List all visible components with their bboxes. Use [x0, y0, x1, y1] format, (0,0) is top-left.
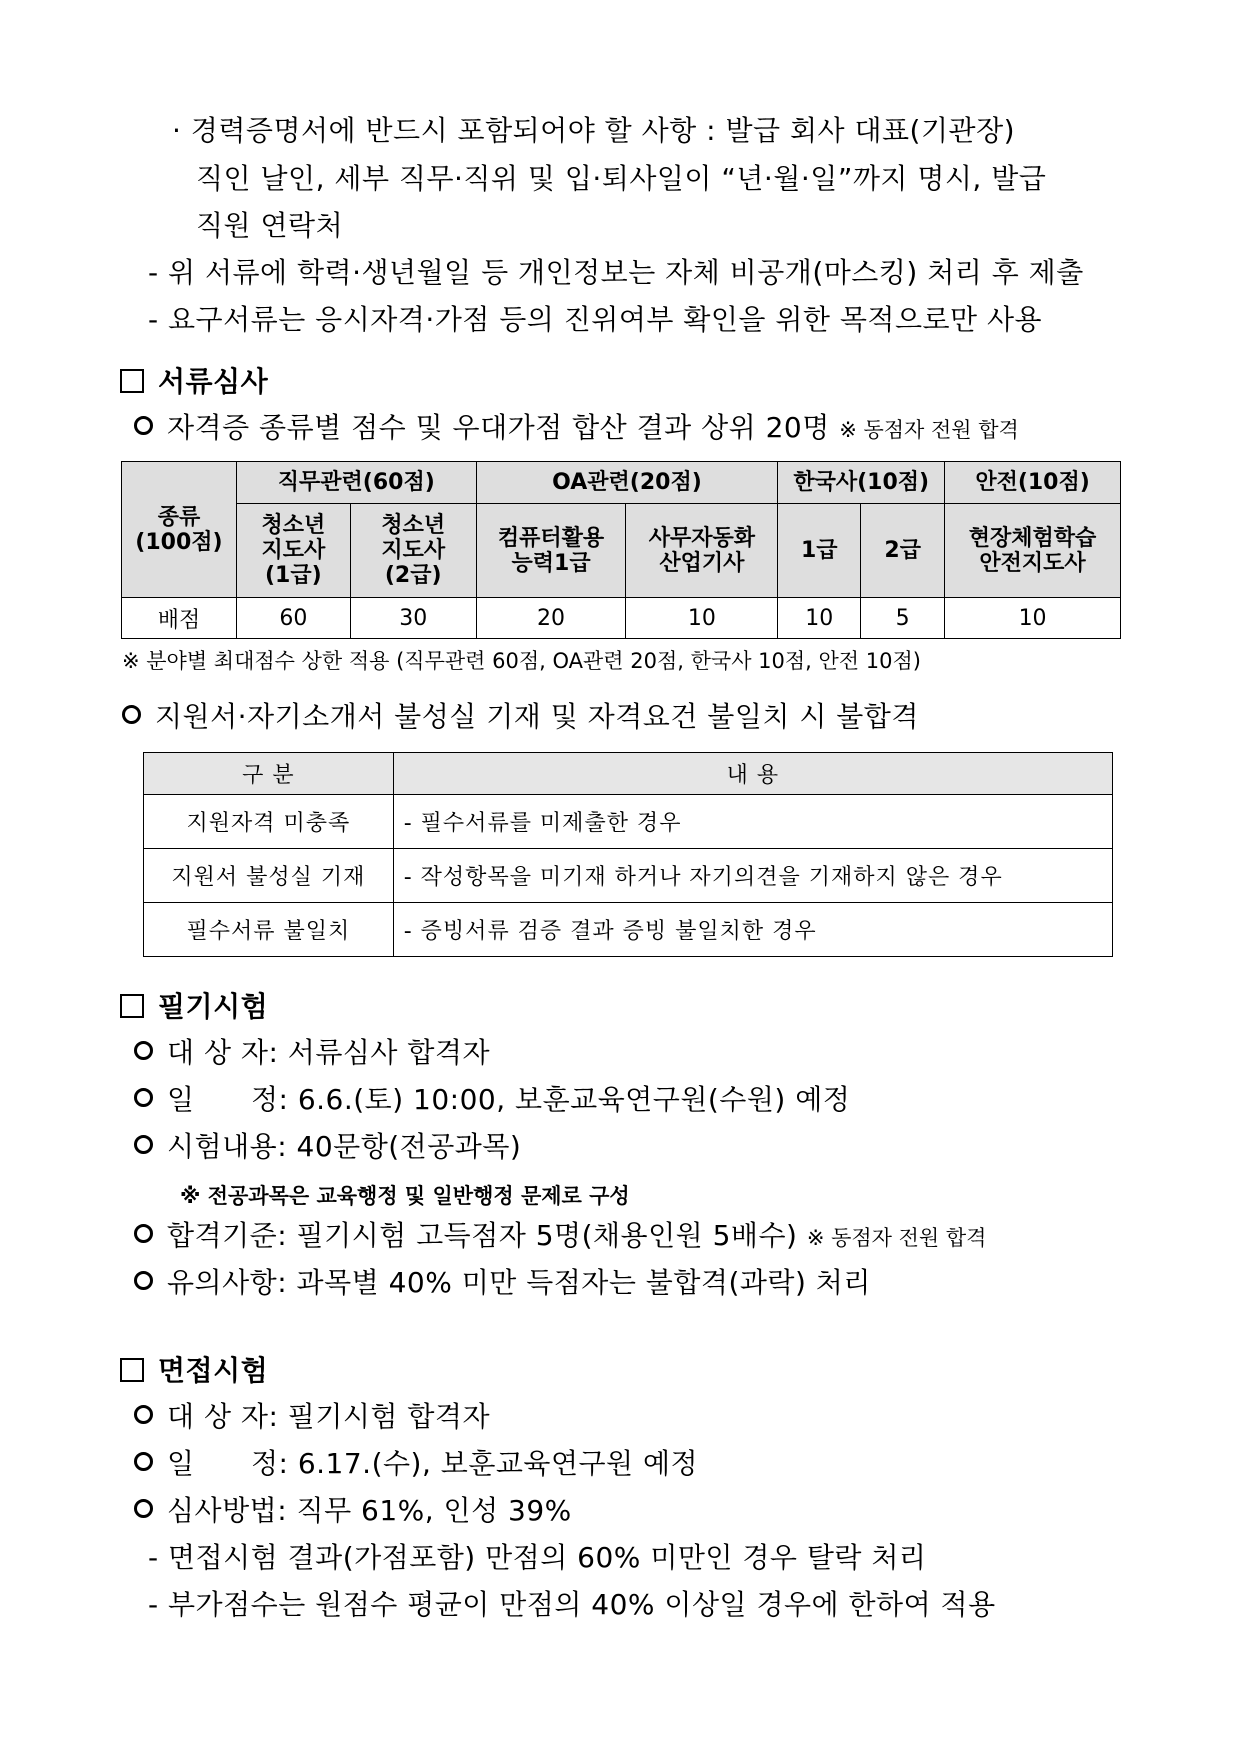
written-target: [134, 1033, 490, 1073]
sub-safety: 현장체험학습 안전지도사: [945, 504, 1121, 598]
fail-header-category: 구 분: [144, 753, 394, 795]
item-text: 일 정: 6.6.(토) 10:00, 보훈교육연구원(수원) 예정: [167, 1083, 851, 1116]
circle-bullet-icon: [134, 1499, 153, 1518]
group-oa: OA관련(20점): [476, 462, 778, 504]
interview-schedule: [134, 1444, 698, 1484]
section-written-exam: [120, 987, 268, 1027]
interview-dash1: - 면접시험 결과(가점포함) 만점의 60% 미만인 경우 탈락 처리: [148, 1541, 927, 1574]
score-cell: 30: [350, 598, 476, 639]
item-text: 대 상 자: 필기시험 합격자: [167, 1400, 491, 1433]
dash-purpose: - 요구서류는 응시자격·가점 등의 진위여부 확인을 위한 목적으로만 사용: [148, 303, 1043, 336]
circle-bullet-icon: [134, 1405, 153, 1424]
written-criteria: [134, 1216, 986, 1258]
fail-header-content: 내 용: [393, 753, 1112, 795]
sub-office-auto: 사무자동화 산업기사: [626, 504, 778, 598]
score-cell: 10: [778, 598, 861, 639]
section-doc-review: [120, 362, 268, 402]
fail-row-category: 지원서 불성실 기재: [144, 849, 394, 903]
written-schedule: [134, 1080, 850, 1120]
circle-bullet-icon: [134, 1041, 153, 1060]
sub-youth-1: 청소년 지도사 (1급): [236, 504, 350, 598]
section-title: 필기시험: [158, 990, 269, 1023]
item-text: 지원서·자기소개서 불성실 기재 및 자격요건 불일치 시 불합격: [155, 700, 919, 733]
circle-bullet-icon: [122, 705, 141, 724]
square-bullet-icon: [120, 1358, 144, 1382]
written-content: [134, 1127, 521, 1167]
item-text: 자격증 종류별 점수 및 우대가점 합산 결과 상위 20명: [167, 411, 830, 444]
written-caution: [134, 1263, 871, 1303]
circle-bullet-icon: [134, 1452, 153, 1471]
circle-bullet-icon: [134, 1135, 153, 1154]
section-title: 서류심사: [158, 365, 269, 398]
circle-bullet-icon: [134, 1271, 153, 1290]
bullet-career-cert-line2: 직인 날인, 세부 직무·직위 및 입·퇴사일이 “년·월·일”까지 명시, 발급: [196, 162, 1047, 195]
interview-target: [134, 1397, 490, 1437]
score-cell: 10: [945, 598, 1121, 639]
score-cell: 20: [476, 598, 626, 639]
square-bullet-icon: [120, 369, 144, 393]
section-interview: [120, 1351, 268, 1391]
fail-row-category: 필수서류 불일치: [144, 903, 394, 957]
score-cell: 60: [236, 598, 350, 639]
item-text: 시험내용: 40문항(전공과목): [167, 1130, 522, 1163]
item-text: 일 정: 6.17.(수), 보훈교육연구원 예정: [167, 1447, 699, 1480]
fail-row-content: - 작성항목을 미기재 하거나 자기의견을 기재하지 않은 경우: [393, 849, 1112, 903]
item-text: 유의사항: 과목별 40% 미만 득점자는 불합격(과락) 처리: [167, 1266, 871, 1299]
circle-bullet-icon: [134, 416, 153, 435]
written-content-note: ※ 전공과목은 교육행정 및 일반행정 문제로 구성: [180, 1184, 630, 1208]
sub-history-2: 2급: [861, 504, 945, 598]
score-label: 배점: [122, 598, 237, 639]
sub-computer: 컴퓨터활용 능력1급: [476, 504, 626, 598]
sub-youth-2: 청소년 지도사 (2급): [350, 504, 476, 598]
group-korean-history: 한국사(10점): [778, 462, 945, 504]
fail-row-category: 지원자격 미충족: [144, 795, 394, 849]
fail-table: [143, 752, 1113, 957]
group-safety: 안전(10점): [945, 462, 1121, 504]
item-text: 대 상 자: 서류심사 합격자: [167, 1036, 491, 1069]
item-text: 합격기준: 필기시험 고득점자 5명(채용인원 5배수): [167, 1219, 798, 1252]
interview-dash2: - 부가점수는 원점수 평균이 만점의 40% 이상일 경우에 한하여 적용: [148, 1588, 996, 1621]
square-bullet-icon: [120, 994, 144, 1018]
doc-review-item1: [134, 408, 1019, 450]
dash-masking: - 위 서류에 학력·생년월일 등 개인정보는 자체 비공개(마스킹) 처리 후 제출: [148, 256, 1084, 289]
circle-bullet-icon: [134, 1088, 153, 1107]
score-cell: 10: [626, 598, 778, 639]
bullet-career-cert-line3: 직원 연락처: [196, 209, 344, 242]
fail-row-content: - 필수서류를 미제출한 경우: [393, 795, 1112, 849]
interview-method: [134, 1491, 572, 1531]
circle-bullet-icon: [134, 1224, 153, 1243]
section-title: 면접시험: [158, 1354, 269, 1387]
score-table: [121, 461, 1121, 639]
row-header-type: 종류 (100점): [122, 462, 237, 598]
item-text: 심사방법: 직무 61%, 인성 39%: [167, 1494, 572, 1527]
group-job: 직무관련(60점): [236, 462, 476, 504]
item-note: ※ 동점자 전원 합격: [806, 1226, 987, 1250]
item-note: ※ 동점자 전원 합격: [839, 418, 1019, 442]
score-cell: 5: [861, 598, 945, 639]
doc-review-item2: [122, 697, 919, 737]
sub-history-1: 1급: [778, 504, 861, 598]
bullet-career-cert-line1: · 경력증명서에 반드시 포함되어야 할 사항 : 발급 회사 대표(기관장): [172, 114, 1016, 147]
fail-row-content: - 증빙서류 검증 결과 증빙 불일치한 경우: [393, 903, 1112, 957]
score-table-note: ※ 분야별 최대점수 상한 적용 (직무관련 60점, OA관련 20점, 한국사 10점, 안전 10점): [122, 649, 921, 673]
